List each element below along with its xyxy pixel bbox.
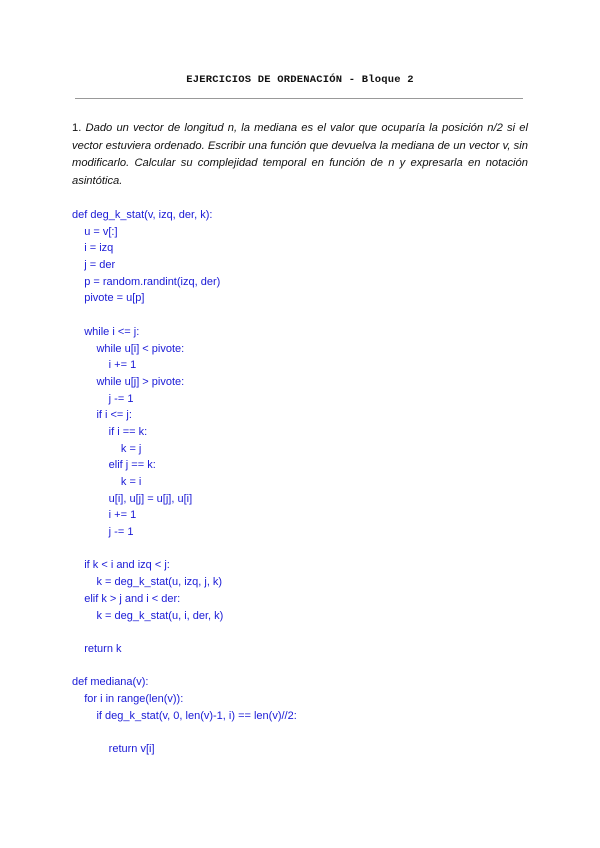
code-line: k = deg_k_stat(u, i, der, k) bbox=[72, 609, 224, 622]
code-line: p = random.randint(izq, der) bbox=[72, 275, 221, 288]
code-line: j -= 1 bbox=[72, 526, 134, 539]
code-line bbox=[72, 658, 297, 675]
code-line bbox=[72, 724, 297, 741]
code-line: u = v[:] bbox=[72, 225, 118, 238]
code-line: if i == k: bbox=[72, 425, 148, 438]
code-line: while u[j] > pivote: bbox=[72, 375, 185, 388]
code-line: def deg_k_stat(v, izq, der, k): bbox=[72, 209, 213, 221]
code-line bbox=[72, 541, 297, 558]
code-line bbox=[72, 307, 297, 324]
code-line: while i <= j: bbox=[72, 325, 140, 338]
code-line: u[i], u[j] = u[j], u[i] bbox=[72, 492, 193, 505]
code-line bbox=[72, 624, 297, 641]
code-line: return k bbox=[72, 642, 122, 655]
code-line: while u[i] < pivote: bbox=[72, 342, 185, 355]
code-line: i += 1 bbox=[72, 509, 137, 522]
code-line: k = j bbox=[72, 442, 142, 455]
exercise-text: Dado un vector de longitud n, la mediana es el valor que ocuparía la posición n/2 si el vector estuviera ordenado. Escribir una función que devuelva la mediana de un vector v, sin modificarlo. Calcular su complejidad temporal en función de n y expresarla en notación asintótica. bbox=[72, 122, 528, 187]
code-line: i += 1 bbox=[72, 359, 137, 372]
title-divider bbox=[75, 98, 523, 99]
code-line: i = izq bbox=[72, 242, 114, 255]
code-line: elif k > j and i < der: bbox=[72, 592, 181, 605]
code-line: for i in range(len(v)): bbox=[72, 692, 184, 705]
exercise-statement bbox=[72, 120, 528, 190]
code-line: k = i bbox=[72, 476, 142, 488]
code-line: k = deg_k_stat(u, izq, j, k) bbox=[72, 576, 223, 589]
code-line: if k < i and izq < j: bbox=[72, 559, 170, 572]
page-title: EJERCICIOS DE ORDENACIÓN - Bloque 2 bbox=[186, 74, 414, 86]
code-line: pivote = u[p] bbox=[72, 292, 145, 305]
code-line: if i <= j: bbox=[72, 409, 132, 422]
code-line: return v[i] bbox=[72, 743, 155, 755]
code-line: j = der bbox=[72, 259, 116, 272]
code-line: if deg_k_stat(v, 0, len(v)-1, i) == len(v)//2: bbox=[72, 709, 297, 722]
code-block bbox=[72, 207, 297, 758]
code-line: def mediana(v): bbox=[72, 676, 149, 689]
code-line: elif j == k: bbox=[72, 459, 156, 472]
code-line: j -= 1 bbox=[72, 392, 134, 405]
exercise-number: 1. bbox=[72, 122, 82, 134]
